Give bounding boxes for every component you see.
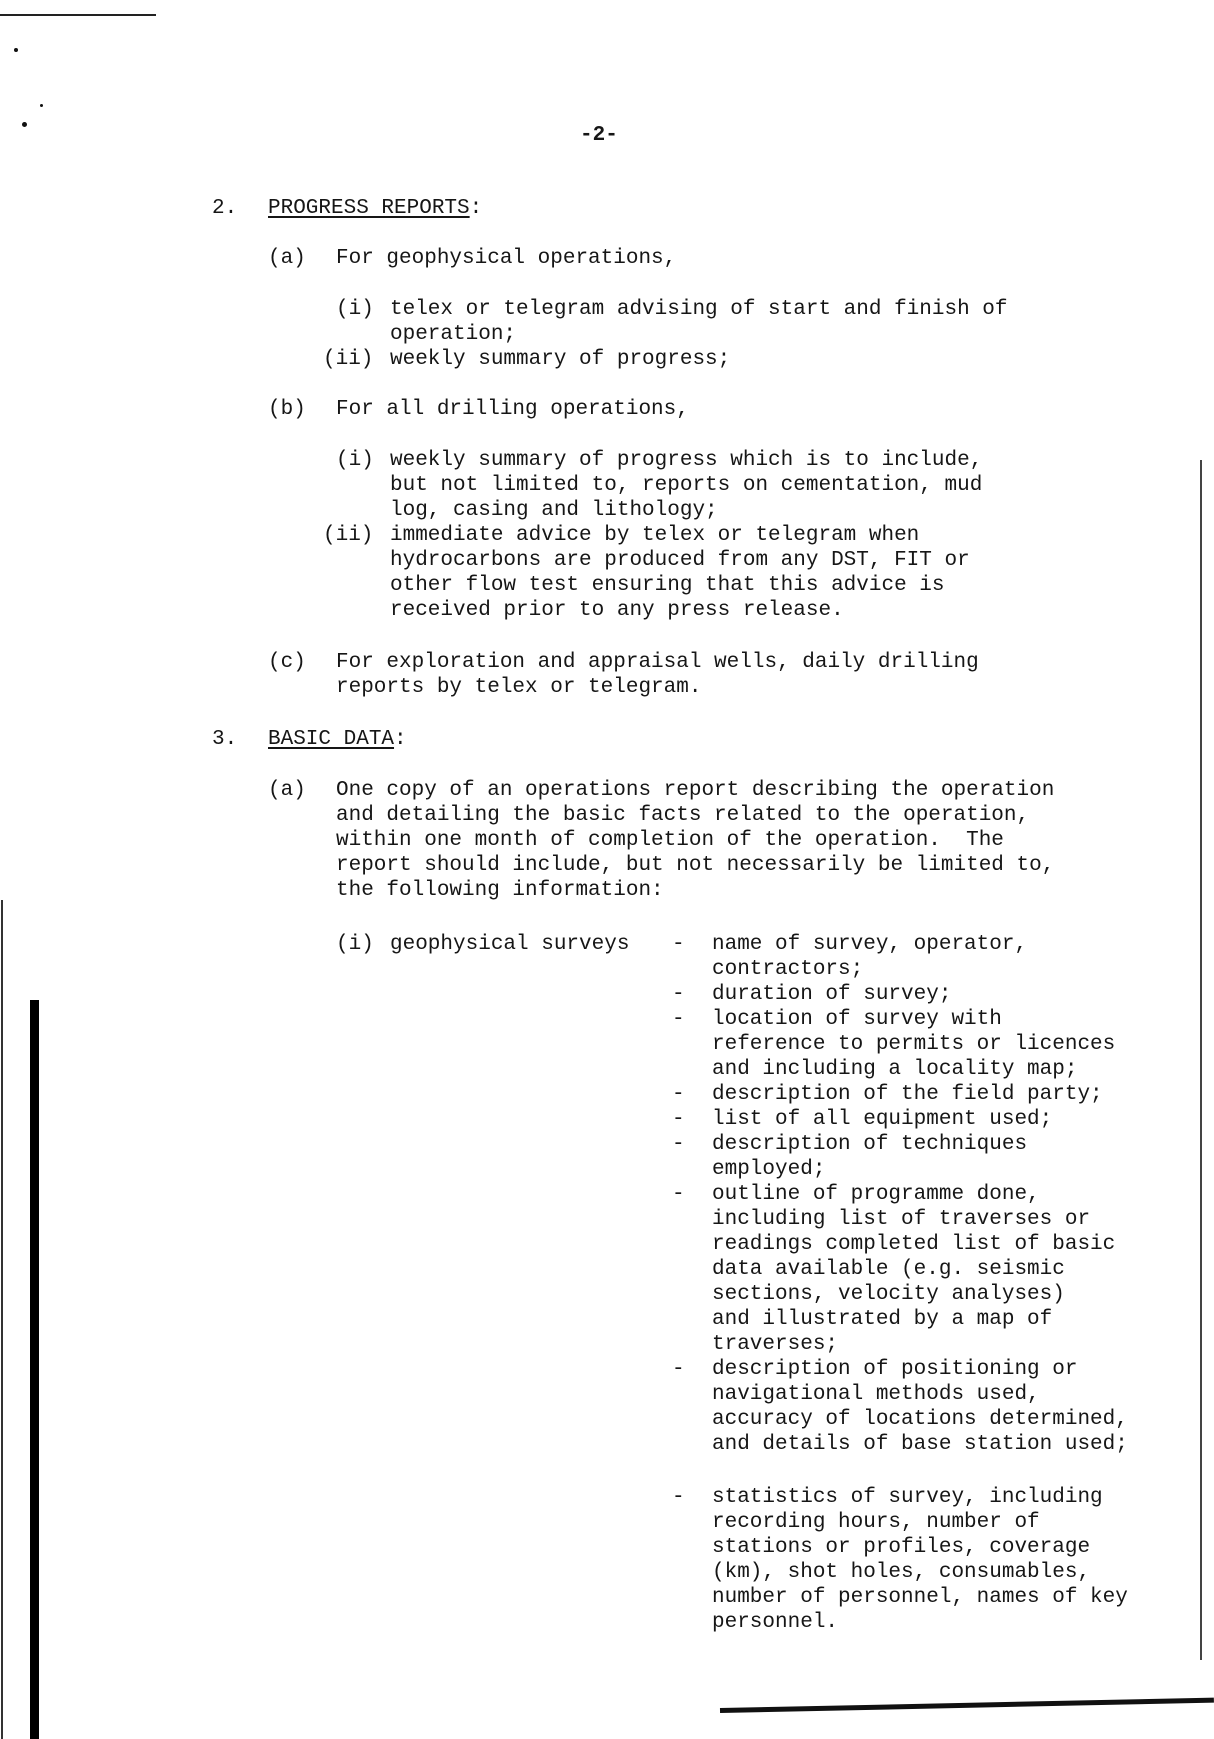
item-text: For geophysical operations, — [336, 247, 677, 270]
bullet-line: accuracy of locations determined, — [712, 1408, 1128, 1431]
item-label: (c) — [268, 651, 306, 674]
item-label: (b) — [268, 398, 306, 421]
bullet-line: and illustrated by a map of — [712, 1308, 1053, 1331]
item-line: One copy of an operations report describing the operation — [336, 779, 1055, 802]
subitem-label: (i) — [336, 933, 374, 956]
item-line: report should include, but not necessarily be limited to, — [336, 854, 1055, 877]
scan-edge-shadow — [1, 900, 3, 1739]
bullet-dash: - — [672, 1358, 685, 1381]
subitem-line: other flow test ensuring that this advice is — [390, 574, 945, 597]
subitem-line: received prior to any press release. — [390, 599, 844, 622]
section-heading-text: PROGRESS REPORTS — [268, 197, 470, 220]
bullet-line: navigational methods used, — [712, 1383, 1040, 1406]
bullet-dash: - — [672, 1183, 685, 1206]
item-line: For exploration and appraisal wells, daily drilling — [336, 651, 979, 674]
bullet-line: including list of traverses or — [712, 1208, 1091, 1231]
subitem-line: but not limited to, reports on cementation, mud — [390, 474, 983, 497]
subitem-label: (i) — [336, 298, 374, 321]
bullet-line: number of personnel, names of key — [712, 1586, 1128, 1609]
subitem-line: weekly summary of progress; — [390, 348, 731, 371]
bullet-line: traverses; — [712, 1333, 839, 1356]
bullet-dash: - — [672, 1008, 685, 1031]
page-number: -2- — [580, 124, 618, 147]
section-number: 2. — [212, 197, 238, 220]
subitem-line: telex or telegram advising of start and finish of — [390, 298, 1008, 321]
bullet-line: duration of survey; — [712, 983, 952, 1006]
bullet-line: employed; — [712, 1158, 826, 1181]
bullet-line: stations or profiles, coverage — [712, 1536, 1091, 1559]
bullet-line: name of survey, operator, — [712, 933, 1028, 956]
bullet-dash: - — [672, 983, 685, 1006]
bullet-line: sections, velocity analyses) — [712, 1283, 1065, 1306]
scan-edge-shadow — [1200, 460, 1202, 1660]
bullet-dash: - — [672, 1083, 685, 1106]
subitem-label: (i) — [336, 449, 374, 472]
bullet-line: and including a locality map; — [712, 1058, 1078, 1081]
subitem-line: log, casing and lithology; — [390, 499, 718, 522]
bullet-line: data available (e.g. seismic — [712, 1258, 1065, 1281]
bullet-line: recording hours, number of — [712, 1511, 1040, 1534]
scan-edge-line — [0, 14, 156, 16]
bullet-line: contractors; — [712, 958, 864, 981]
bullet-line: location of survey with — [712, 1008, 1002, 1031]
section-heading-text: BASIC DATA — [268, 728, 395, 751]
section-heading — [268, 196, 482, 221]
item-line: reports by telex or telegram. — [336, 676, 702, 699]
subitem-line: operation; — [390, 323, 517, 346]
subitem-label: (ii) — [323, 348, 374, 371]
subitem-title: geophysical surveys — [390, 933, 630, 956]
item-line: and detailing the basic facts related to the operation, — [336, 804, 1030, 827]
section-heading-colon: : — [469, 197, 483, 220]
item-line: within one month of completion of the operation. The — [336, 829, 1004, 852]
bullet-dash: - — [672, 1486, 685, 1509]
bullet-line: description of the field party; — [712, 1083, 1103, 1106]
bullet-line: list of all equipment used; — [712, 1108, 1053, 1131]
bullet-dash: - — [672, 933, 685, 956]
item-label: (a) — [268, 779, 306, 802]
scan-speck — [40, 104, 43, 107]
bullet-line: description of positioning or — [712, 1358, 1078, 1381]
bullet-line: readings completed list of basic — [712, 1233, 1116, 1256]
bullet-line: reference to permits or licences — [712, 1033, 1116, 1056]
section-number: 3. — [212, 728, 238, 751]
bullet-line: description of techniques — [712, 1133, 1028, 1156]
subitem-line: immediate advice by telex or telegram when — [390, 524, 920, 547]
bullet-line: and details of base station used; — [712, 1433, 1128, 1456]
scan-edge-shadow — [30, 1000, 39, 1739]
subitem-line: weekly summary of progress which is to include, — [390, 449, 983, 472]
section-heading — [268, 727, 407, 752]
bullet-line: statistics of survey, including — [712, 1486, 1103, 1509]
item-text: For all drilling operations, — [336, 398, 689, 421]
bullet-line: (km), shot holes, consumables, — [712, 1561, 1091, 1584]
bullet-dash: - — [672, 1108, 685, 1131]
bullet-dash: - — [672, 1133, 685, 1156]
subitem-line: hydrocarbons are produced from any DST, FIT or — [390, 549, 970, 572]
subitem-label: (ii) — [323, 524, 374, 547]
bullet-line: personnel. — [712, 1611, 839, 1634]
bullet-line: outline of programme done, — [712, 1183, 1040, 1206]
scan-edge-shadow — [720, 1698, 1214, 1713]
scan-speck — [14, 48, 18, 52]
scan-speck — [22, 122, 27, 127]
section-heading-colon: : — [394, 728, 407, 751]
item-line: the following information: — [336, 879, 664, 902]
item-label: (a) — [268, 247, 306, 270]
